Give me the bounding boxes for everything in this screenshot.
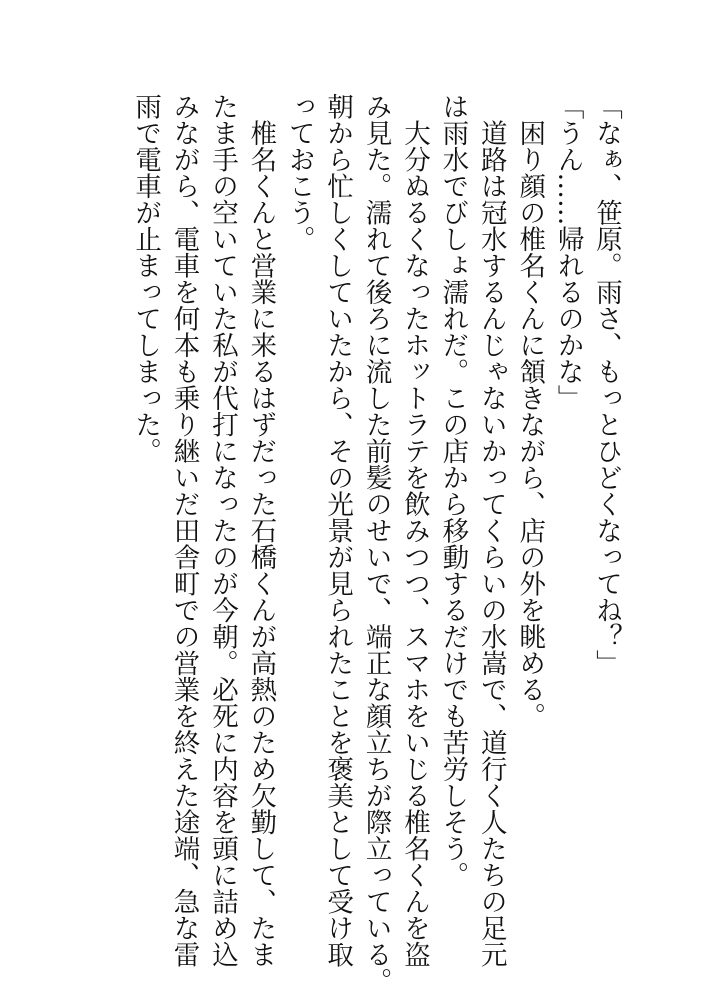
text-line: たま手の空いていた私が代打になったのが今朝。必死に内容を頭に詰め込 — [206, 93, 238, 968]
text-line: っておこう。 — [283, 93, 315, 252]
text-line: 大分ぬるくなったホットラテを飲みつつ、スマホをいじる椎名くんを盗 — [398, 93, 430, 968]
text-line: は雨水でびしょ濡れだ。この店から移動するだけでも苦労しそう。 — [437, 93, 469, 888]
text-line: 朝から忙しくしていたから、その光景が見られたことを褒美として受け取 — [322, 93, 354, 968]
text-line: 雨で電車が止まってしまった。 — [130, 93, 162, 464]
text-line: みながら、電車を何本も乗り継いだ田舎町での営業を終えた途端、急な雷 — [168, 93, 200, 968]
text-line: 「うん……帰れるのかな」 — [552, 93, 584, 411]
text-line: 椎名くんと営業に来るはずだった石橋くんが高熱のため欠勤して、たま — [245, 93, 277, 968]
text-line: 道路は冠水するんじゃないかってくらいの水嵩で、道行く人たちの足元 — [475, 93, 507, 968]
text-line: 困り顔の椎名くんに頷きながら、店の外を眺める。 — [514, 93, 546, 729]
text-line: み見た。濡れて後ろに流した前髪のせいで、端正な顔立ちが際立っている。 — [360, 93, 392, 994]
text-line: 「なぁ、笹原。雨さ、もっとひどくなってね？」 — [591, 93, 622, 676]
vertical-text-body — [126, 93, 625, 994]
